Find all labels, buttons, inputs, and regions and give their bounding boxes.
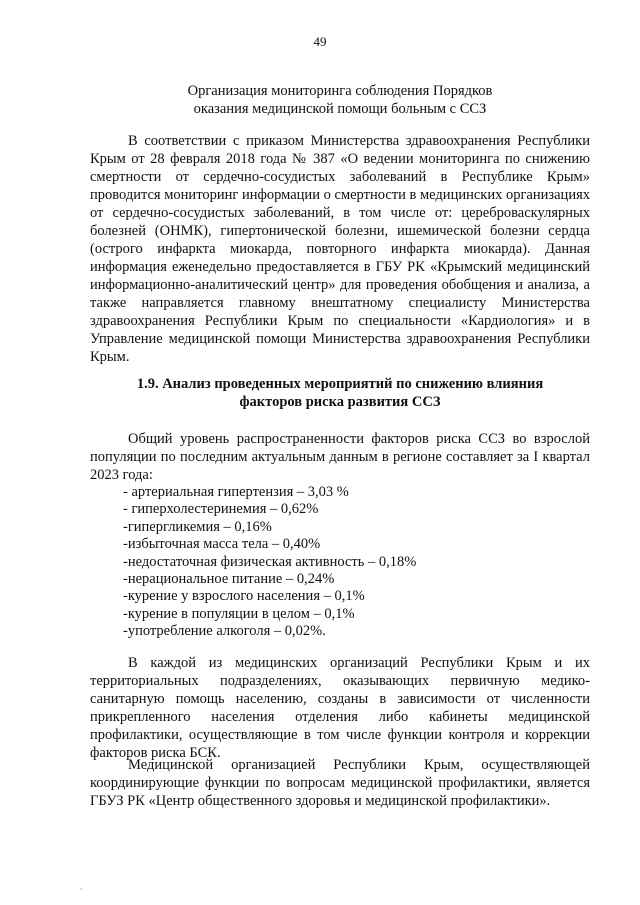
section-title-line: оказания медицинской помощи больным с ССЗ <box>193 101 487 117</box>
list-item: -гипергликемия – 0,16% <box>123 518 272 535</box>
list-item: -избыточная масса тела – 0,40% <box>123 536 321 553</box>
risk-factors-list <box>123 484 416 641</box>
section-title-line: 1.9. Анализ проведенных мероприятий по снижению влияния <box>136 376 544 392</box>
scan-speck <box>80 888 82 890</box>
section-title-line: Организация мониторинга соблюдения Порядков <box>187 83 493 99</box>
coordinating-center-paragraph: Медицинской организацией Республики Крым, осуществляющей координирующие функции по вопросам медицинской профилактики, является ГБУЗ РК «Центр общественного здоровья и медицинской профилактики». <box>90 757 590 809</box>
section-title-monitoring <box>90 82 590 118</box>
section-title-risk-factors <box>90 375 590 411</box>
list-item: - гиперхолестеринемия – 0,62% <box>123 501 319 518</box>
list-item: -курение у взрослого населения – 0,1% <box>123 588 365 605</box>
risk-factors-intro: Общий уровень распространенности факторов риска ССЗ во взрослой популяции по последним актуальным данным в регионе составляет за I квартал 2023 года: <box>90 431 590 483</box>
list-item: - артериальная гипертензия – 3,03 % <box>123 484 349 500</box>
list-item: -недостаточная физическая активность – 0,18% <box>123 553 417 570</box>
page-number: 49 <box>313 34 327 49</box>
list-item: -нерациональное питание – 0,24% <box>123 571 335 588</box>
section-title-line: факторов риска развития ССЗ <box>239 394 441 410</box>
prevention-units-paragraph: В каждой из медицинских организаций Республики Крым и их территориальных подразделениях, оказывающих первичную медико-санитарную помощь населению, созданы в зависимости от численности прикрепленного населения отделения либо кабинеты медицинской профилактики, осуществляющие в том числе функции контроля и коррекции факторов риска БСК. <box>90 655 590 761</box>
monitoring-paragraph: В соответствии с приказом Министерства здравоохранения Республики Крым от 28 февраля 2018 года № 387 «О ведении мониторинга по снижению смертности от сердечно-сосудистых заболеваний в Республике Крым» проводится мониторинг информации о смертности в медицинских организациях от сердечно-сосудистых заболеваний, в том числе от: цереброваскулярных болезней (ОНМК), гипертонической болезни, ишемической болезни сердца (острого инфаркта миокарда, повторного инфаркта миокарда). Данная информация еженедельно предоставляется в ГБУ РК «Крымский медицинский информационно-аналитический центр» для проведения обобщения и анализа, а также направляется главному внештатному специалисту Министерства здравоохранения Республики Крым по специальности «Кардиология» и в Управление медицинской помощи Министерства здравоохранения Республики Крым. <box>90 133 590 365</box>
list-item: -курение в популяции в целом – 0,1% <box>123 605 355 622</box>
list-item: -употребление алкоголя – 0,02%. <box>123 623 326 640</box>
